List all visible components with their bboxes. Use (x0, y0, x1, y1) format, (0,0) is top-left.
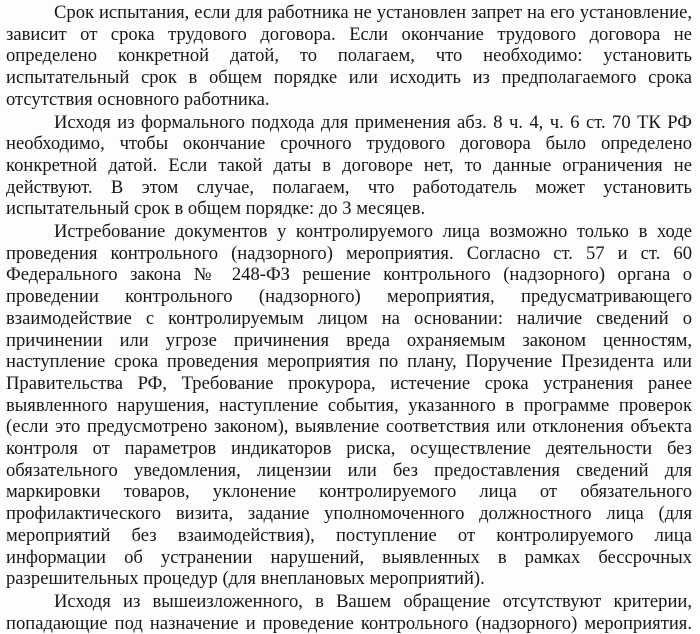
text-line: (если это предусмотрено законом), выявление соответствия или отклонения объекта (6, 416, 692, 438)
text-line: испытательный срок в общем порядке: до 3 месяцев. (6, 198, 426, 220)
text-line: Истребование документов у контролируемого лица возможно только в ходе (54, 221, 692, 243)
text-line: разрешительных процедур (для внеплановых мероприятий). (6, 568, 485, 590)
text-line: проведения контрольного (надзорного) мероприятия. Согласно ст. 57 и ст. 60 (6, 242, 692, 264)
paragraph-formal-approach (6, 112, 692, 221)
text-line: Исходя из формального подхода для применения абз. 8 ч. 4, ч. 6 ст. 70 ТК РФ (54, 111, 692, 133)
text-line: выявленного нарушения, наступление события, указанного в программе проверок (6, 394, 692, 416)
text-line: попадающие под назначение и проведение контрольного (надзорного) мероприятия. (6, 612, 692, 634)
paragraph-conclusion (6, 591, 692, 634)
text-line: причинении или угрозе причинения вреда охраняемым законом ценностям, (6, 329, 692, 351)
text-line: Исходя из вышеизложенного, в Вашем обращение отсутствуют критерии, (54, 590, 692, 612)
text-line: зависит от срока трудового договора. Если окончание трудового договора не (6, 23, 692, 45)
text-line: Срок испытания, если для работника не установлен запрет на его установление, (54, 2, 692, 23)
text-line: конкретной датой. Если такой даты в договоре нет, то данные ограничения не (6, 154, 692, 176)
text-line: информации об устранении нарушений, выявленных в рамках бессрочных (6, 546, 692, 568)
text-line: отсутствия основного работника. (6, 88, 270, 110)
text-line: маркировки товаров, уклонение контролируемого лица от обязательного (6, 481, 692, 503)
paragraph-document-request (6, 221, 692, 590)
text-line: взаимодействие с контролируемым лицом на основании: наличие сведений о (6, 307, 692, 329)
text-line: мероприятий без взаимодействия), поступление от контролируемого лица (6, 524, 692, 546)
text-line: испытательный срок в общем порядке или исходить из предполагаемого срока (6, 67, 692, 89)
text-line: Правительства РФ, Требование прокурора, истечение срока устранения ранее (6, 372, 692, 394)
text-line: профилактического визита, задание уполномоченного должностного лица (для (6, 503, 692, 525)
text-line: действуют. В этом случае, полагаем, что работодатель может установить (6, 176, 692, 198)
text-line: обязательного уведомления, лицензии или без предоставления сведений для (6, 459, 692, 481)
text-line: контроля от параметров индикаторов риска, осуществление деятельности без (6, 438, 692, 460)
text-line: Федерального закона № 248-ФЗ решение контрольного (надзорного) органа о (6, 264, 692, 286)
text-line: проведении контрольного (надзорного) мероприятия, предусматривающего (6, 286, 692, 308)
paragraph-probation-term (6, 2, 692, 111)
text-line: определено конкретной датой, то полагаем, что необходимо: установить (6, 45, 692, 67)
text-line: необходимо, чтобы окончание срочного трудового договора было определено (6, 133, 692, 155)
text-line: наступление срока проведения мероприятия по плану, Поручение Президента или (6, 351, 692, 373)
